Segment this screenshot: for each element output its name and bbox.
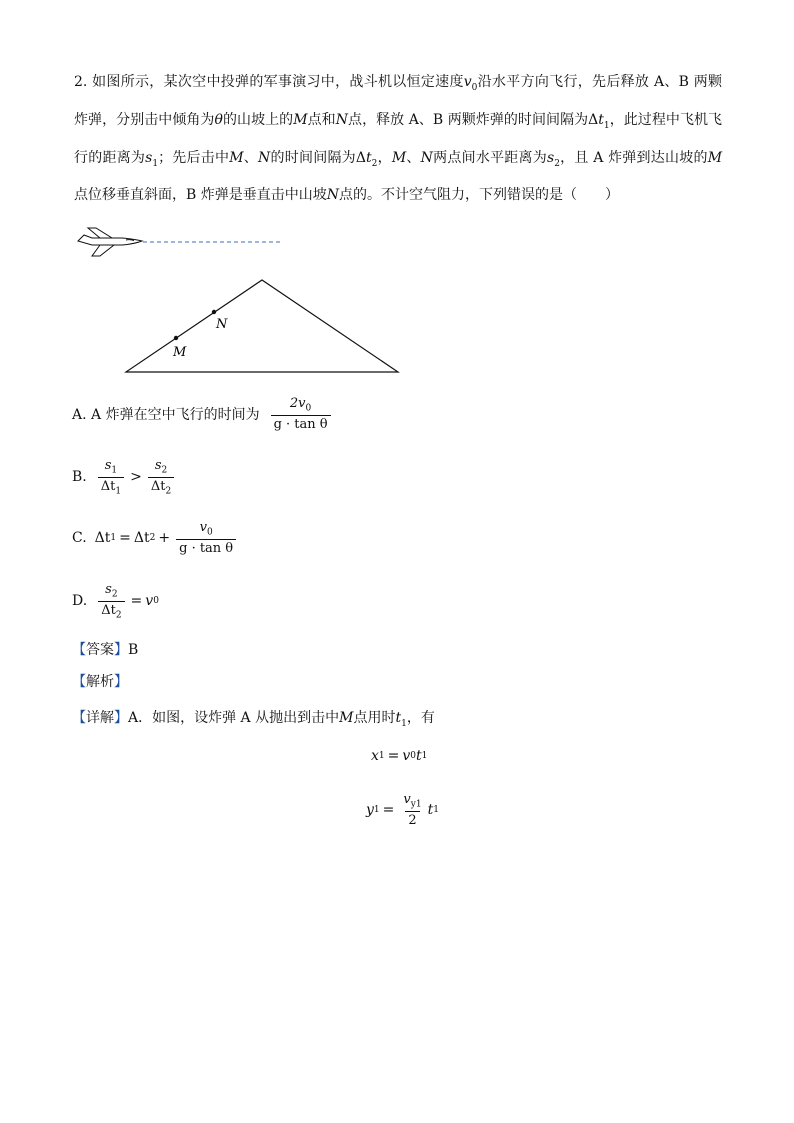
- option-d: D. $\frac{s_2}{\Delta t_2}$ = v 0: [72, 582, 159, 621]
- slope-triangle: [126, 280, 398, 372]
- option-b: B. $\frac{s_1}{\Delta t_1}$ > $\frac{s_2}{\Delta t_2}$: [72, 458, 177, 496]
- detail-line: 【详解】A．如图，设炸弹 A 从抛出到击中M点用时$t_1$，有: [72, 710, 435, 729]
- option-a-fraction: $\frac{2v_0}{\text{g · tan θ}}$: [271, 396, 331, 432]
- airplane-icon: [78, 228, 142, 256]
- question-stem: 2. 如图所示，某次空中投弹的军事演习中，战斗机以恒定速度$v_0$沿水平方向飞行，先后释放 A、B 两颗炸弹，分别击中倾角为θ的山坡上的M点和N点，释放 A、B 两颗炸弹的时间间隔为$\Delta t_1$，此过程中飞机飞行的距离为$s_1$；先后击中M、N的时间间隔为$\Delta t_2$，M、N两点间水平距离为$s_2$，且 A 炸弹到达山坡的M点位移垂直斜面，B 炸弹是垂直击中山坡N点的。不计空气阻力，下列错误的是（ ）: [74, 74, 723, 204]
- answer-line: 【答案】B: [72, 642, 139, 658]
- equation-y1: y 1 = $\frac{v_{y1}}{2}$ t 1: [366, 792, 439, 828]
- point-n-label: N: [216, 317, 228, 332]
- option-c: C. Δt 1 = Δt 2 + $\frac{v_0}{\text{g · tan θ}}$: [72, 520, 239, 556]
- equation-x1: x 1 = v 0 t 1: [371, 748, 428, 764]
- figure-diagram: [70, 222, 410, 382]
- question-number: 2.: [74, 74, 88, 90]
- point-m-label: M: [173, 345, 187, 360]
- point-n-dot: [212, 310, 216, 314]
- option-a: A. A 炸弹在空中飞行的时间为 $\frac{2v_0}{\text{g · tan θ}}$: [72, 396, 334, 432]
- analysis-heading: 【解析】: [72, 674, 128, 690]
- point-m-dot: [174, 336, 178, 340]
